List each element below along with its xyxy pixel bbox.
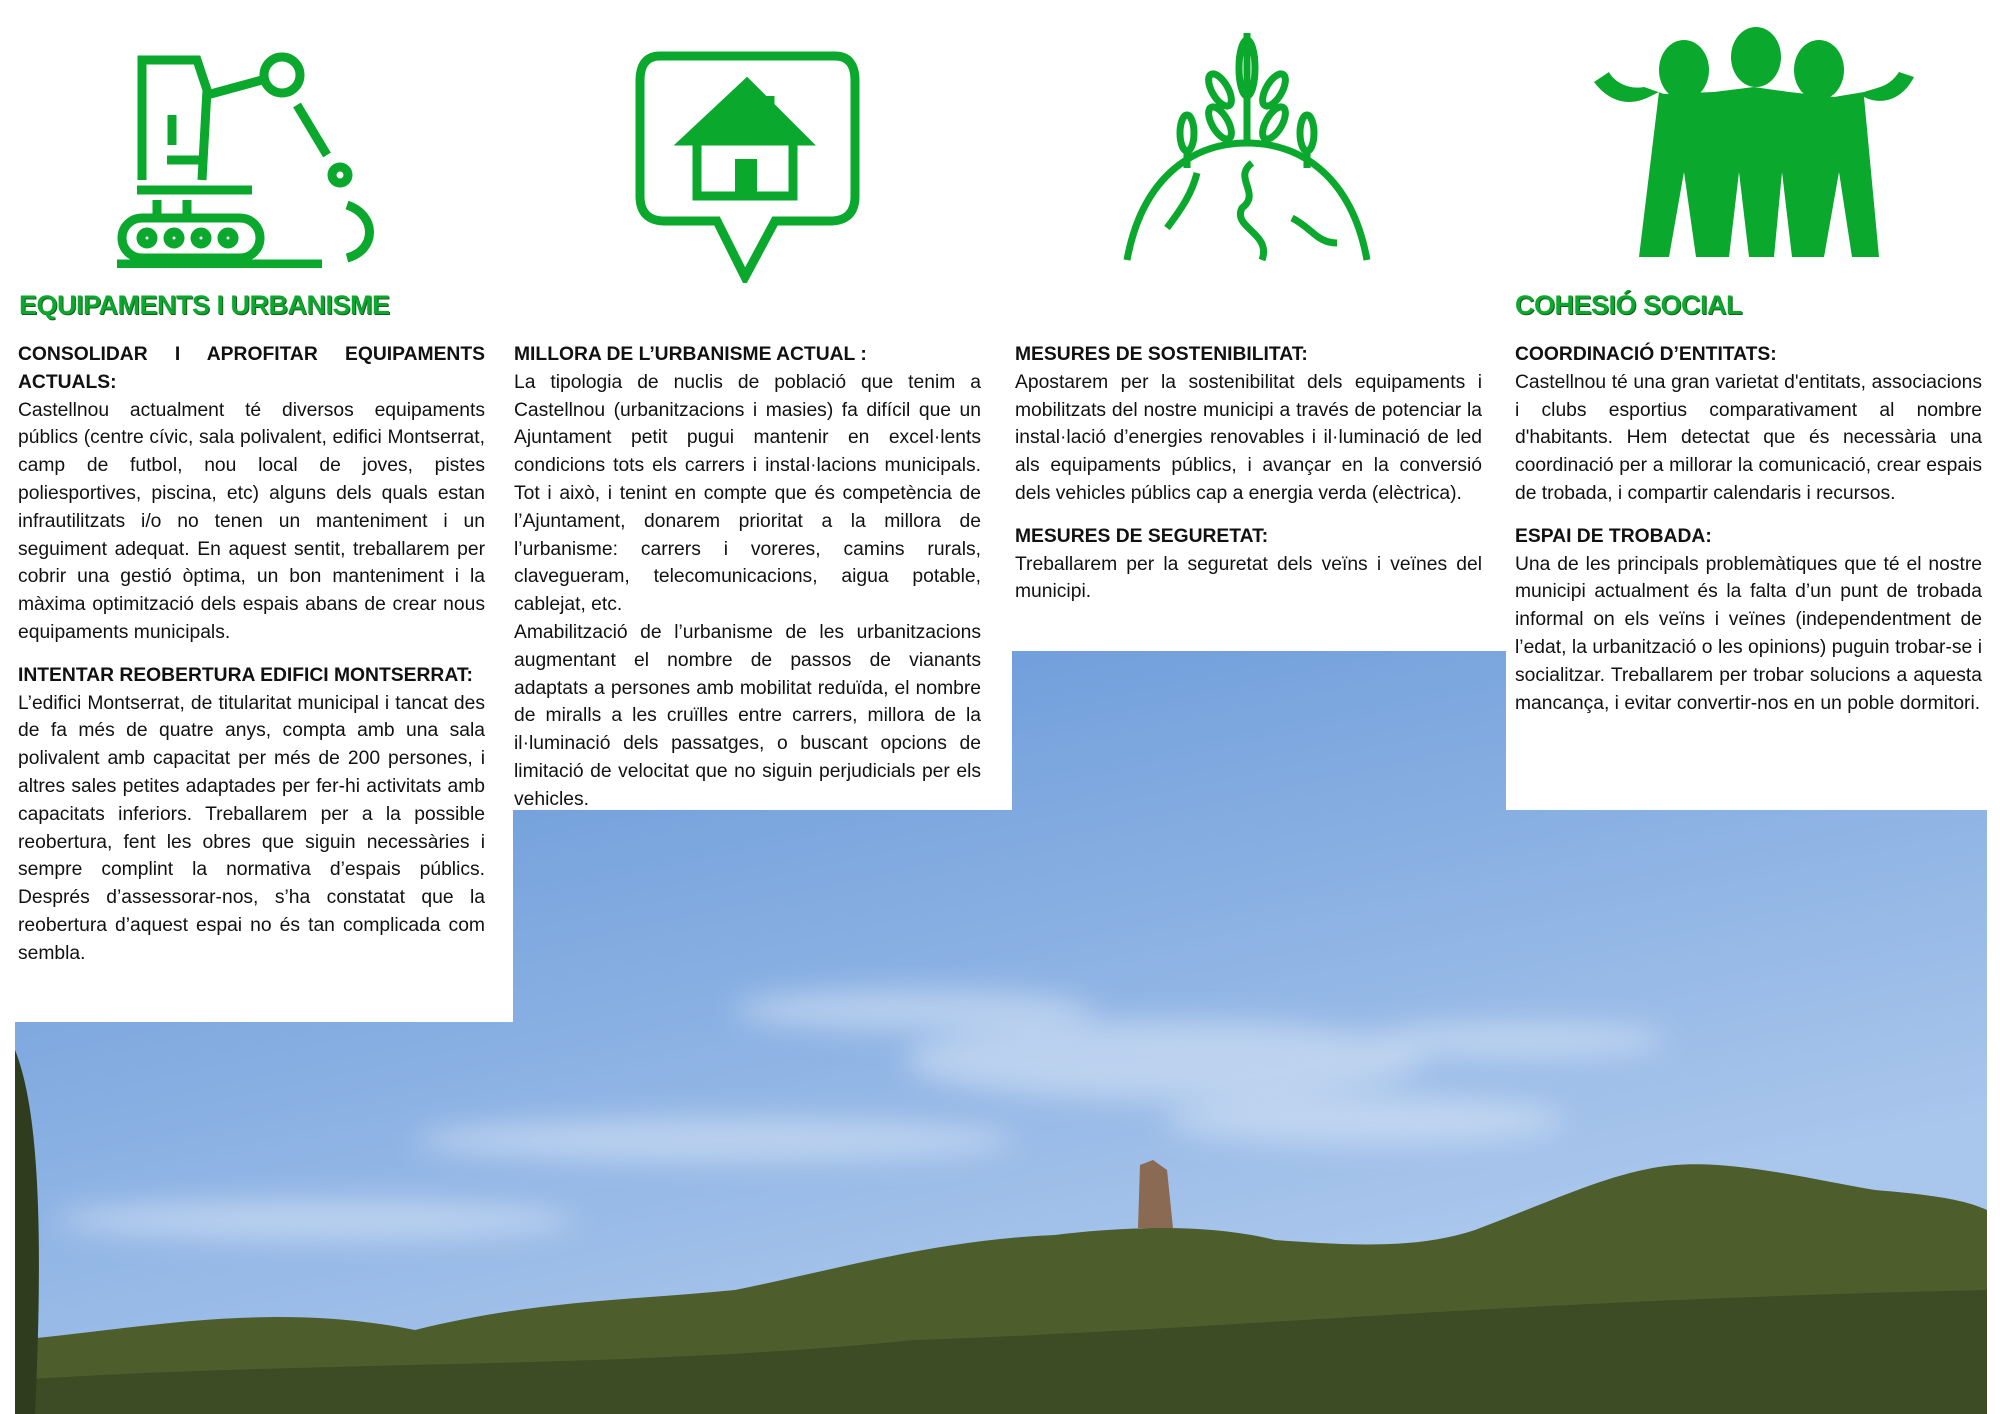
house-speech-bubble-icon [635,51,860,283]
column-2 [514,341,981,829]
section-title-cohesio: COHESIÓ SOCIAL [1515,290,1743,320]
paragraph: Apostarem per la sostenibilitat dels equipaments i mobilitzats del nostre municipi a través de potenciar la instal·lació d’energies renovables i il·luminació de led als equipaments públics, i avançar en la conversió dels vehicles públics cap a energia verda (elèctrica). [1015,371,1482,504]
paragraph: Amabilització de l’urbanisme de les urbanitzacions augmentant el nombre de passos de vianants adaptats a persones amb mobilitat reduïda, el nombre de miralls a les cruïlles entre carrers, millora de la il·luminació dels passatges, o buscant opcions de limitació de velocitat que no siguin perjudicials per els vehicles. [514,621,981,810]
paragraph: Una de les principals problemàtiques que té el nostre municipi actualment és la falta d’un punt de trobada informal on els veïns i veïnes (independentment de l’edat, la urbanització o les opinions) puguin trobar-se i socialitzar. Treballarem per trobar solucions a aquesta mancança, i evitar convertir-nos en un poble dormitori. [1515,553,1982,714]
excavator-icon [112,50,387,268]
subheading: COORDINACIÓ D’ENTITATS: [1515,344,1777,365]
subheading: MESURES DE SOSTENIBILITAT: [1015,344,1308,365]
column-3 [1015,341,1482,621]
earth-plant-icon [1122,28,1372,263]
people-group-icon [1594,22,1914,260]
subheading: ESPAI DE TROBADA: [1515,525,1712,547]
subheading: INTENTAR REOBERTURA EDIFICI MONTSERRAT: [18,664,473,686]
section-title-equipaments: EQUIPAMENTS I URBANISME [19,290,390,320]
paragraph: Treballarem per la seguretat dels veïns i veïnes del municipi. [1015,553,1482,603]
subheading: MILLORA DE L’URBANISME ACTUAL : [514,344,867,365]
column-1 [18,341,485,983]
paragraph: La tipologia de nuclis de població que tenim a Castellnou (urbanitzacions i masies) fa difícil que un Ajuntament petit pugui mantenir en excel·lents condicions tots els carrers i instal·lacions municipals. Tot i això, i tenint en compte que és competència de l’Ajuntament, donarem prioritat a la millora de l’urbanisme: carrers i voreres, camins rurals, clavegueram, telecomunicacions, aigua potable, cablejat, etc. [514,371,981,616]
column-4 [1515,341,1982,732]
paragraph: Castellnou actualment té diversos equipaments públics (centre cívic, sala polivalent, edifici Montserrat, camp de futbol, nou local de joves, pistes poliesportives, piscina, etc) alguns dels quals estan infrautilitzats i/o no tenen un manteniment i un seguiment adequat. En aquest sentit, treballarem per cobrir una gestió òptima, un bon manteniment i la màxima optimització dels espais abans de crear nous equipaments municipals. [18,399,485,643]
paragraph: Castellnou té una gran varietat d'entitats, associacions i clubs esportius comparativament al nombre d'habitants. Hem detectat que és necessària una coordinació per a millorar la comunicació, crear espais de trobada, i compartir calendaris i recursos. [1515,371,1982,504]
subheading: CONSOLIDAR I APROFITAR EQUIPAMENTS ACTUALS: [18,344,485,393]
subheading: MESURES DE SEGURETAT: [1015,525,1269,547]
paragraph: L’edifici Montserrat, de titularitat municipal i tancat des de fa més de quatre anys, compta amb una sala polivalent amb capacitat per més de 200 persones, i altres sales petites adaptades per fer-hi activitats amb capacitats inferiors. Treballarem per a la possible reobertura, fent les obres que siguin necessàries i sempre complint la normativa d’espais públics. Després d’assessorar-nos, s’ha constatat que la reobertura d’aquest espai no és tan complicada com sembla. [18,692,485,964]
